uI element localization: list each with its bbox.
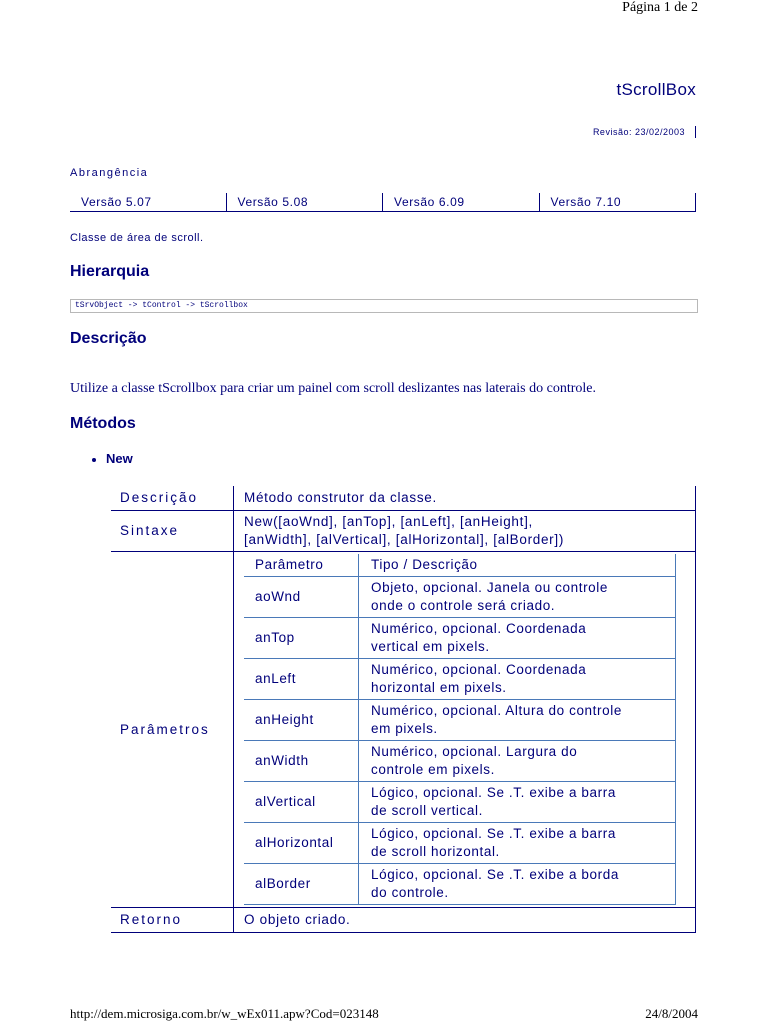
param-desc-line: Objeto, opcional. Janela ou controle: [371, 580, 608, 595]
method-table: [111, 486, 696, 933]
document-title: tScrollBox: [616, 80, 696, 99]
syntax-value: [234, 511, 696, 552]
param-row: [244, 741, 676, 782]
param-name: anTop: [244, 618, 359, 659]
hierarchy-heading: Hierarquia: [70, 263, 150, 280]
scope-label: Abrangência: [70, 167, 149, 179]
syntax-line: [anWidth], [alVertical], [alHorizontal], [alBorder]): [244, 532, 565, 547]
param-description: [359, 782, 676, 823]
param-desc-line: horizontal em pixels.: [371, 680, 507, 695]
param-desc-line: do controle.: [371, 885, 449, 900]
row-label: Retorno: [111, 908, 234, 933]
param-name: anWidth: [244, 741, 359, 782]
methods-heading: Métodos: [70, 415, 136, 432]
row-label: Descrição: [111, 486, 234, 511]
footer-url: http://dem.microsiga.com.br/w_wEx011.apw?Cod=023148: [70, 1006, 379, 1021]
param-description: [359, 659, 676, 700]
hierarchy-code-box: tSrvObject -> tControl -> tScrollbox: [70, 299, 698, 313]
param-description: [359, 618, 676, 659]
param-description: [359, 823, 676, 864]
version-cell: Versão 6.09: [383, 193, 540, 212]
row-value: O objeto criado.: [234, 908, 696, 933]
param-desc-line: Numérico, opcional. Coordenada: [371, 662, 587, 677]
column-header-tipo: Tipo / Descrição: [359, 554, 676, 577]
param-row: [244, 864, 676, 905]
param-desc-line: em pixels.: [371, 721, 438, 736]
param-name: alBorder: [244, 864, 359, 905]
row-label: Parâmetros: [111, 552, 234, 908]
version-cell: Versão 7.10: [540, 193, 697, 212]
params-header-row: [244, 554, 676, 577]
method-name: New: [106, 451, 133, 466]
method-list-item: [92, 451, 133, 466]
footer-date: 24/8/2004: [645, 1006, 698, 1021]
class-description: Classe de área de scroll.: [70, 232, 204, 244]
revision-date: Revisão: 23/02/2003: [593, 126, 696, 138]
param-desc-line: de scroll vertical.: [371, 803, 483, 818]
param-name: anHeight: [244, 700, 359, 741]
param-description: [359, 700, 676, 741]
description-text: Utilize a classe tScrollbox para criar um painel com scroll deslizantes nas laterais do controle.: [70, 381, 596, 396]
table-row-retorno: [111, 908, 696, 933]
param-row: [244, 700, 676, 741]
version-cell: Versão 5.07: [70, 193, 227, 212]
param-desc-line: Numérico, opcional. Coordenada: [371, 621, 587, 636]
page-number-header: Página 1 de 2: [622, 0, 698, 15]
param-desc-line: de scroll horizontal.: [371, 844, 500, 859]
param-desc-line: controle em pixels.: [371, 762, 495, 777]
param-desc-line: Numérico, opcional. Largura do: [371, 744, 578, 759]
params-table: [244, 554, 676, 905]
param-row: [244, 823, 676, 864]
row-label: Sintaxe: [111, 511, 234, 552]
param-name: alHorizontal: [244, 823, 359, 864]
param-row: [244, 782, 676, 823]
table-row-descricao: [111, 486, 696, 511]
bullet-icon: [92, 458, 96, 462]
param-row: [244, 577, 676, 618]
param-desc-line: Lógico, opcional. Se .T. exibe a barra: [371, 785, 616, 800]
param-name: alVertical: [244, 782, 359, 823]
table-row-parametros: [111, 552, 696, 908]
param-description: [359, 864, 676, 905]
param-desc-line: Lógico, opcional. Se .T. exibe a barra: [371, 826, 616, 841]
table-row-sintaxe: [111, 511, 696, 552]
param-desc-line: Lógico, opcional. Se .T. exibe a borda: [371, 867, 619, 882]
param-name: aoWnd: [244, 577, 359, 618]
param-description: [359, 577, 676, 618]
param-name: anLeft: [244, 659, 359, 700]
param-description: [359, 741, 676, 782]
param-desc-line: Numérico, opcional. Altura do controle: [371, 703, 622, 718]
syntax-line: New([aoWnd], [anTop], [anLeft], [anHeight],: [244, 514, 533, 529]
param-desc-line: vertical em pixels.: [371, 639, 490, 654]
version-cell: Versão 5.08: [227, 193, 384, 212]
description-heading: Descrição: [70, 330, 147, 347]
param-desc-line: onde o controle será criado.: [371, 598, 556, 613]
params-cell: [234, 552, 696, 908]
row-value: Método construtor da classe.: [234, 486, 696, 511]
param-row: [244, 659, 676, 700]
column-header-param: Parâmetro: [244, 554, 359, 577]
versions-bar: [70, 193, 696, 212]
param-row: [244, 618, 676, 659]
